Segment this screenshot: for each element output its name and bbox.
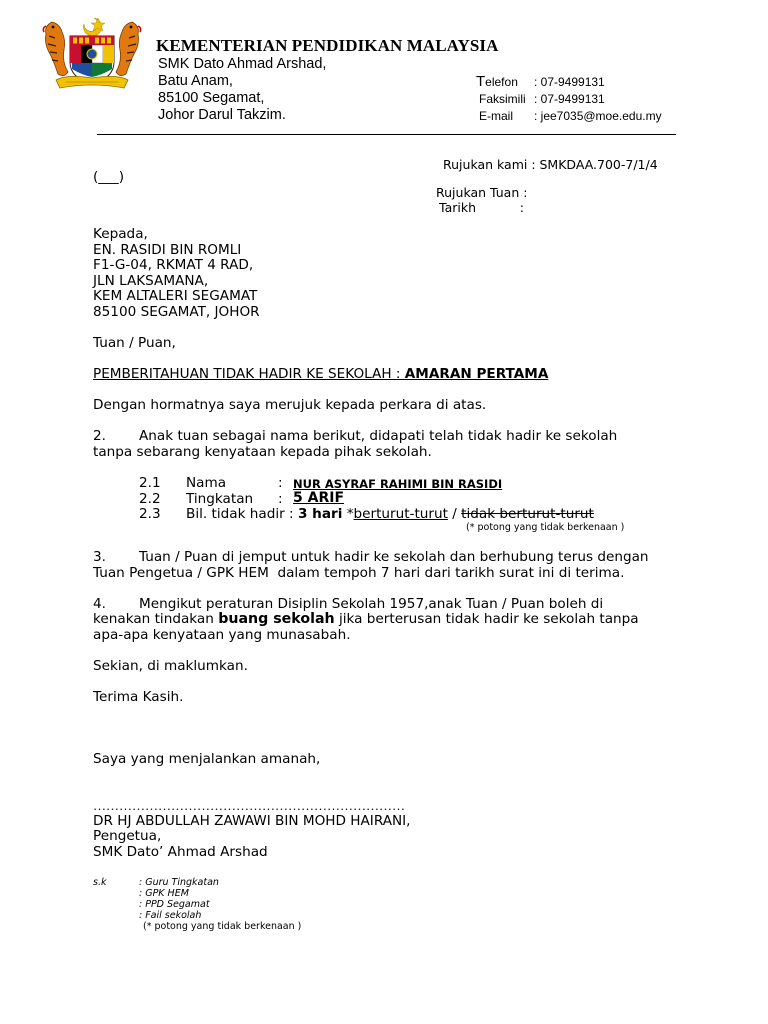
absence-count-line: Bil. tidak hadir : 3 hari *berturut-turut / tidak berturut-turut: [186, 506, 594, 522]
closing-thanks: Terima Kasih.: [93, 689, 184, 705]
address-line-2: 85100 Segamat,: [158, 90, 265, 106]
recipient-line: KEM ALTALERI SEGAMAT: [93, 288, 258, 304]
sk-footnote: (* potong yang tidak berkenaan ): [143, 921, 302, 932]
para-3-line-2: Tuan Pengetua / GPK HEM dalam tempoh 7 hari dari tarikh surat ini di terima.: [93, 565, 625, 581]
absence-count-value: 3 hari: [297, 506, 343, 522]
para-3-number: 3.: [93, 549, 106, 565]
detail-footnote: (* potong yang tidak berkenaan ): [466, 522, 625, 533]
email-value: : jee7035@moe.edu.my: [534, 109, 662, 123]
nama-label: Nama: [186, 475, 227, 491]
para-2-number: 2.: [93, 428, 106, 444]
para-3-line-1: Tuan / Puan di jemput untuk hadir ke sekolah dan berhubung terus dengan: [139, 549, 649, 565]
sk-item: : GPK HEM: [139, 888, 189, 899]
para-4-number: 4.: [93, 596, 106, 612]
rujukan-tuan: Rujukan Tuan :: [436, 185, 528, 200]
sk-item: : Guru Tingkatan: [139, 877, 219, 888]
telefon-label: Telefon: [476, 73, 518, 90]
email-label: E-mail: [479, 109, 514, 123]
student-name: NUR ASYRAF RAHIMI BIN RASIDI: [293, 477, 503, 491]
school-name: SMK Dato Ahmad Arshad,: [158, 56, 327, 72]
address-line-3: Johor Darul Takzim.: [158, 107, 286, 123]
signatory-title: Pengetua,: [93, 828, 162, 844]
recipient-line: EN. RASIDI BIN ROMLI: [93, 242, 242, 258]
intro-paragraph: Dengan hormatnya saya merujuk kepada perkara di atas.: [93, 397, 487, 413]
option-tidak-berturut-struck: tidak berturut-turut: [461, 506, 594, 522]
recipient-line: F1-G-04, RKMAT 4 RAD,: [93, 257, 254, 273]
signatory-name: DR HJ ABDULLAH ZAWAWI BIN MOHD HAIRANI,: [93, 813, 411, 829]
rujukan-kami: Rujukan kami : SMKDAA.700-7/1/4: [443, 157, 658, 172]
tingkatan-colon: :: [278, 491, 283, 507]
para-4-line-3: apa-apa kenyataan yang munasabah.: [93, 627, 351, 643]
tarikh: Tarikh :: [439, 200, 524, 215]
option-berturut: berturut-turut: [353, 506, 448, 522]
closing-amanah: Saya yang menjalankan amanah,: [93, 751, 321, 767]
address-line-1: Batu Anam,: [158, 73, 233, 89]
student-class: 5 ARIF: [293, 490, 345, 506]
sk-item: : Fail sekolah: [139, 910, 202, 921]
reference-bracket: (___): [93, 169, 124, 185]
tingkatan-label: Tingkatan: [186, 491, 254, 507]
detail-number: 2.1: [139, 475, 161, 491]
signatory-school: SMK Dato’ Ahmad Arshad: [93, 844, 268, 860]
sk-item: : PPD Segamat: [139, 899, 210, 910]
recipient-line: 85100 SEGAMAT, JOHOR: [93, 304, 260, 320]
telefon-value: : 07-9499131: [534, 75, 605, 89]
closing-sekian: Sekian, di maklumkan.: [93, 658, 248, 674]
detail-number: 2.3: [139, 506, 161, 522]
faksimili-value: : 07-9499131: [534, 92, 605, 106]
para-4-line-1: Mengikut peraturan Disiplin Sekolah 1957,anak Tuan / Puan boleh di: [139, 596, 604, 612]
kepada-label: Kepada,: [93, 226, 148, 242]
detail-number: 2.2: [139, 491, 161, 507]
sk-label: s.k: [93, 877, 107, 888]
para-2-line-1: Anak tuan sebagai nama berikut, didapati telah tidak hadir ke sekolah: [139, 428, 618, 444]
nama-colon: :: [278, 475, 283, 491]
subject-line: PEMBERITAHUAN TIDAK HADIR KE SEKOLAH : AMARAN PERTAMA: [93, 366, 549, 382]
ministry-heading: KEMENTERIAN PENDIDIKAN MALAYSIA: [156, 36, 499, 55]
signature-dotted-line: ………………………………………………………………: [93, 798, 405, 813]
faksimili-label: Faksimili: [479, 92, 526, 106]
header-divider: [97, 134, 676, 135]
salutation: Tuan / Puan,: [93, 335, 176, 351]
recipient-line: JLN LAKSAMANA,: [93, 273, 209, 289]
para-2-line-2: tanpa sebarang kenyataan kepada pihak sekolah.: [93, 444, 432, 460]
coat-of-arms-crest: [40, 14, 144, 100]
para-4-line-2: kenakan tindakan buang sekolah jika berterusan tidak hadir ke sekolah tanpa: [93, 611, 639, 627]
